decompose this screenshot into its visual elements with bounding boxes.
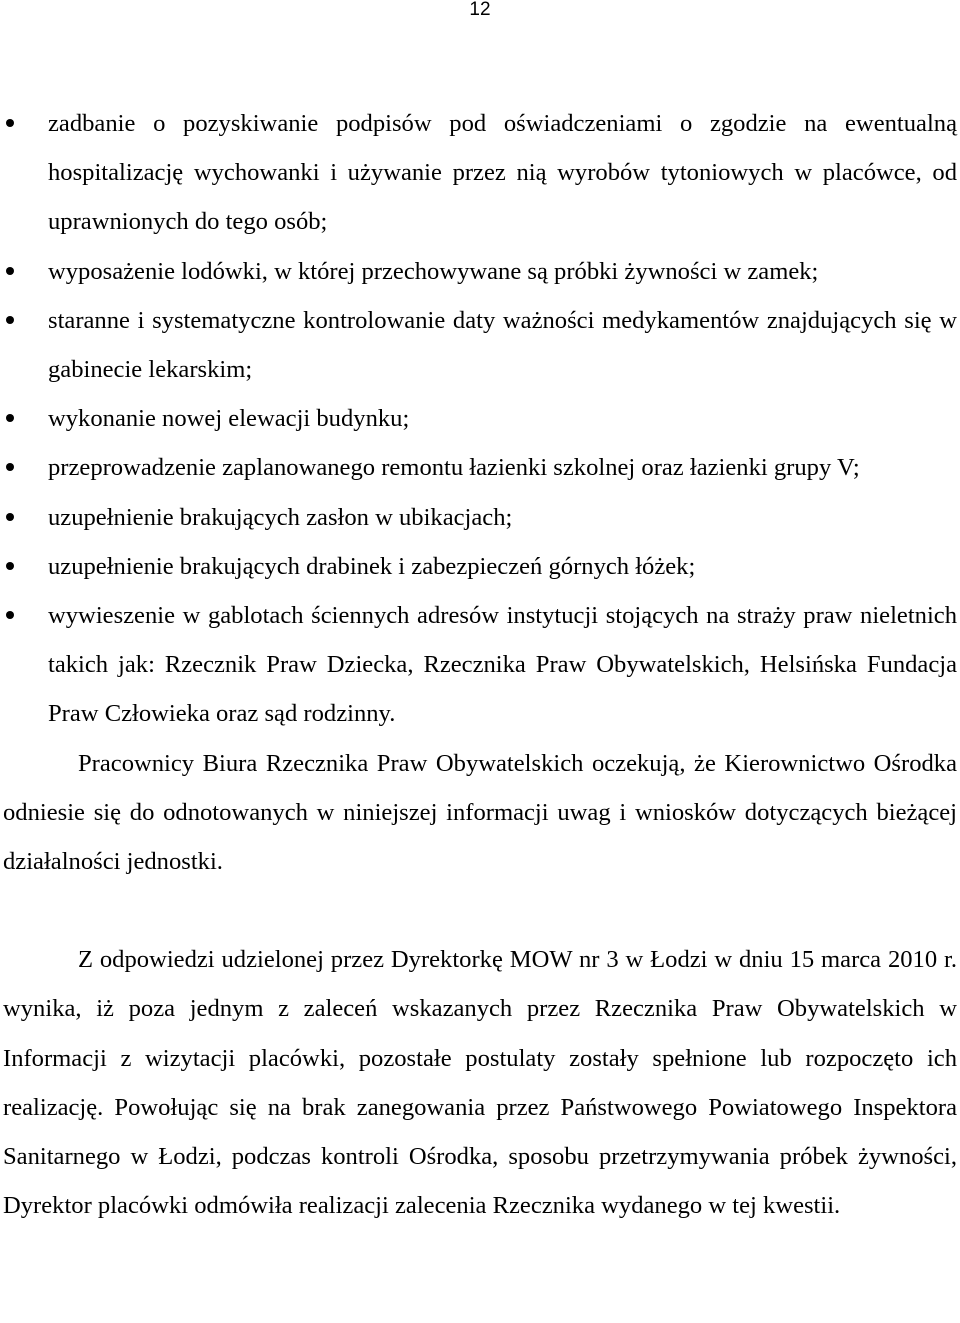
list-item [48, 591, 957, 739]
list-item [48, 493, 957, 542]
bullet-icon [6, 463, 14, 471]
bullet-icon [6, 414, 14, 422]
bullet-icon [6, 513, 14, 521]
bullet-icon [6, 119, 14, 127]
list-item-text: uzupełnienie brakujących zasłon w ubikacjach; [48, 503, 513, 531]
list-item-text: wykonanie nowej elewacji budynku; [48, 405, 410, 433]
paragraph-spacer [3, 886, 957, 935]
list-item-text: staranne i systematyczne kontrolowanie daty ważności medykamentów znajdujących się w gabinecie lekarskim; [48, 306, 957, 384]
list-item [48, 394, 957, 443]
list-item [48, 99, 957, 247]
document-body [3, 99, 957, 1230]
list-item-text: zadbanie o pozyskiwanie podpisów pod oświadczeniami o zgodzie na ewentualną hospitalizację wychowanki i używanie przez nią wyrobów tytoniowych w placówce, od uprawnionych do tego osób; [48, 110, 957, 236]
bullet-icon [6, 316, 14, 324]
paragraph-expectations: Pracownicy Biura Rzecznika Praw Obywatelskich oczekują, że Kierownictwo Ośrodka odniesie się do odnotowanych w niniejszej informacji uwag i wniosków dotyczących bieżącej działalności jednostki. [3, 749, 957, 876]
list-item-text: przeprowadzenie zaplanowanego remontu łazienki szkolnej oraz łazienki grupy V; [48, 454, 860, 482]
list-item [48, 443, 957, 492]
recommendations-list [3, 99, 957, 739]
bullet-icon [6, 611, 14, 619]
list-item [48, 542, 957, 591]
bullet-icon [6, 562, 14, 570]
list-item-text: wywieszenie w gablotach ściennych adresów instytucji stojących na straży praw nieletnich takich jak: Rzecznik Praw Dziecka, Rzecznika Praw Obywatelskich, Helsińska Fundacja Praw Człowieka oraz sąd rodzinny. [48, 602, 957, 728]
paragraph-response: Z odpowiedzi udzielonej przez Dyrektorkę MOW nr 3 w Łodzi w dniu 15 marca 2010 r. wynika, iż poza jednym z zaleceń wskazanych przez Rzecznika Praw Obywatelskich w Informacji z wizytacji placówki, pozostałe postulaty zostały spełnione lub rozpoczęto ich realizację. Powołując się na brak zanegowania przez Państwowego Powiatowego Inspektora Sanitarnego w Łodzi, podczas kontroli Ośrodka, sposobu przetrzymywania próbek żywności, Dyrektor placówki odmówiła realizacji zalecenia Rzecznika wydanego w tej kwestii. [3, 946, 957, 1220]
list-item-text: uzupełnienie brakujących drabinek i zabezpieczeń górnych łóżek; [48, 552, 696, 580]
list-item [48, 296, 957, 394]
list-item [48, 247, 957, 296]
list-item-text: wyposażenie lodówki, w której przechowywane są próbki żywności w zamek; [48, 257, 819, 285]
bullet-icon [6, 267, 14, 275]
page-number: 12 [469, 0, 491, 20]
